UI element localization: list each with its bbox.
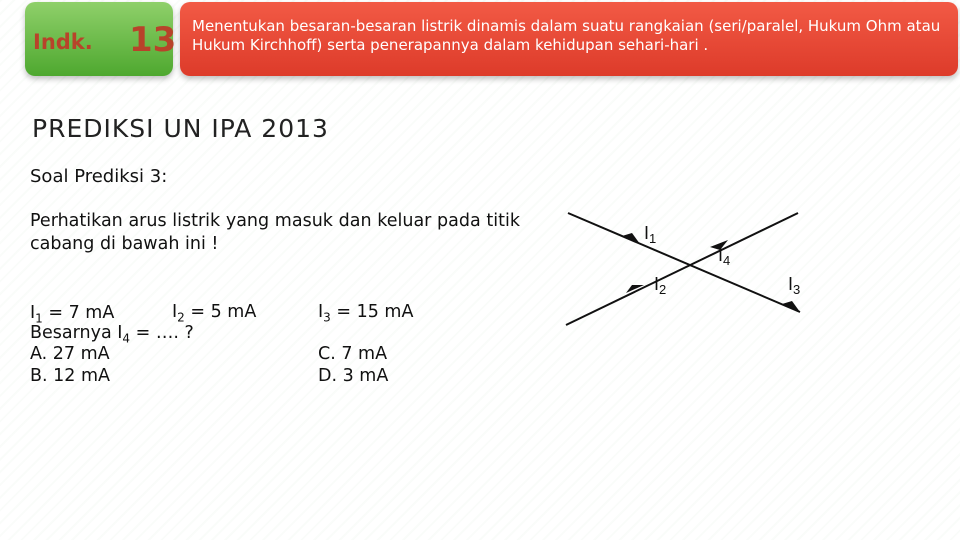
question-text: Perhatikan arus listrik yang masuk dan keluar pada titik cabang di bawah ini ! [30,211,520,254]
label-i4: $I_4$ [718,245,731,268]
junction-diagram [560,205,820,335]
page-title: PREDIKSI UN IPA 2013 [32,114,329,143]
option-c: C. 7 mA [318,344,388,364]
label-i3: $I_3$ [788,274,801,297]
option-b: B. 12 mA [30,366,110,386]
question-number: Soal Prediksi 3: [30,166,168,187]
wire-i2-i4 [566,213,801,325]
arrow-i1 [622,233,640,244]
option-d: D. 3 mA [318,366,389,386]
question-ask: Besarnya $I_4$ = …. ? [30,323,194,346]
indicator-badge [25,2,177,76]
indicator-label: Indk. [33,30,93,54]
competency-header [180,2,958,76]
given-i1: $I_1 = 7$ mA [30,303,115,326]
indicator-number: 13 [129,20,177,60]
option-a: A. 27 mA [30,344,110,364]
given-i2: $I_2 = 5$ mA [172,302,257,325]
competency-text: Menentukan besaran-besaran listrik dinamis dalam suatu rangkaian (seri/paralel, Hukum Ohm atau Hukum Kirchhoff) serta penerapannya dalam kehidupan sehari-hari . [192,17,941,54]
label-i1: $I_1$ [644,223,657,246]
given-i3: $I_3 = 15$ mA [318,302,414,325]
label-i2: $I_2$ [654,274,667,297]
